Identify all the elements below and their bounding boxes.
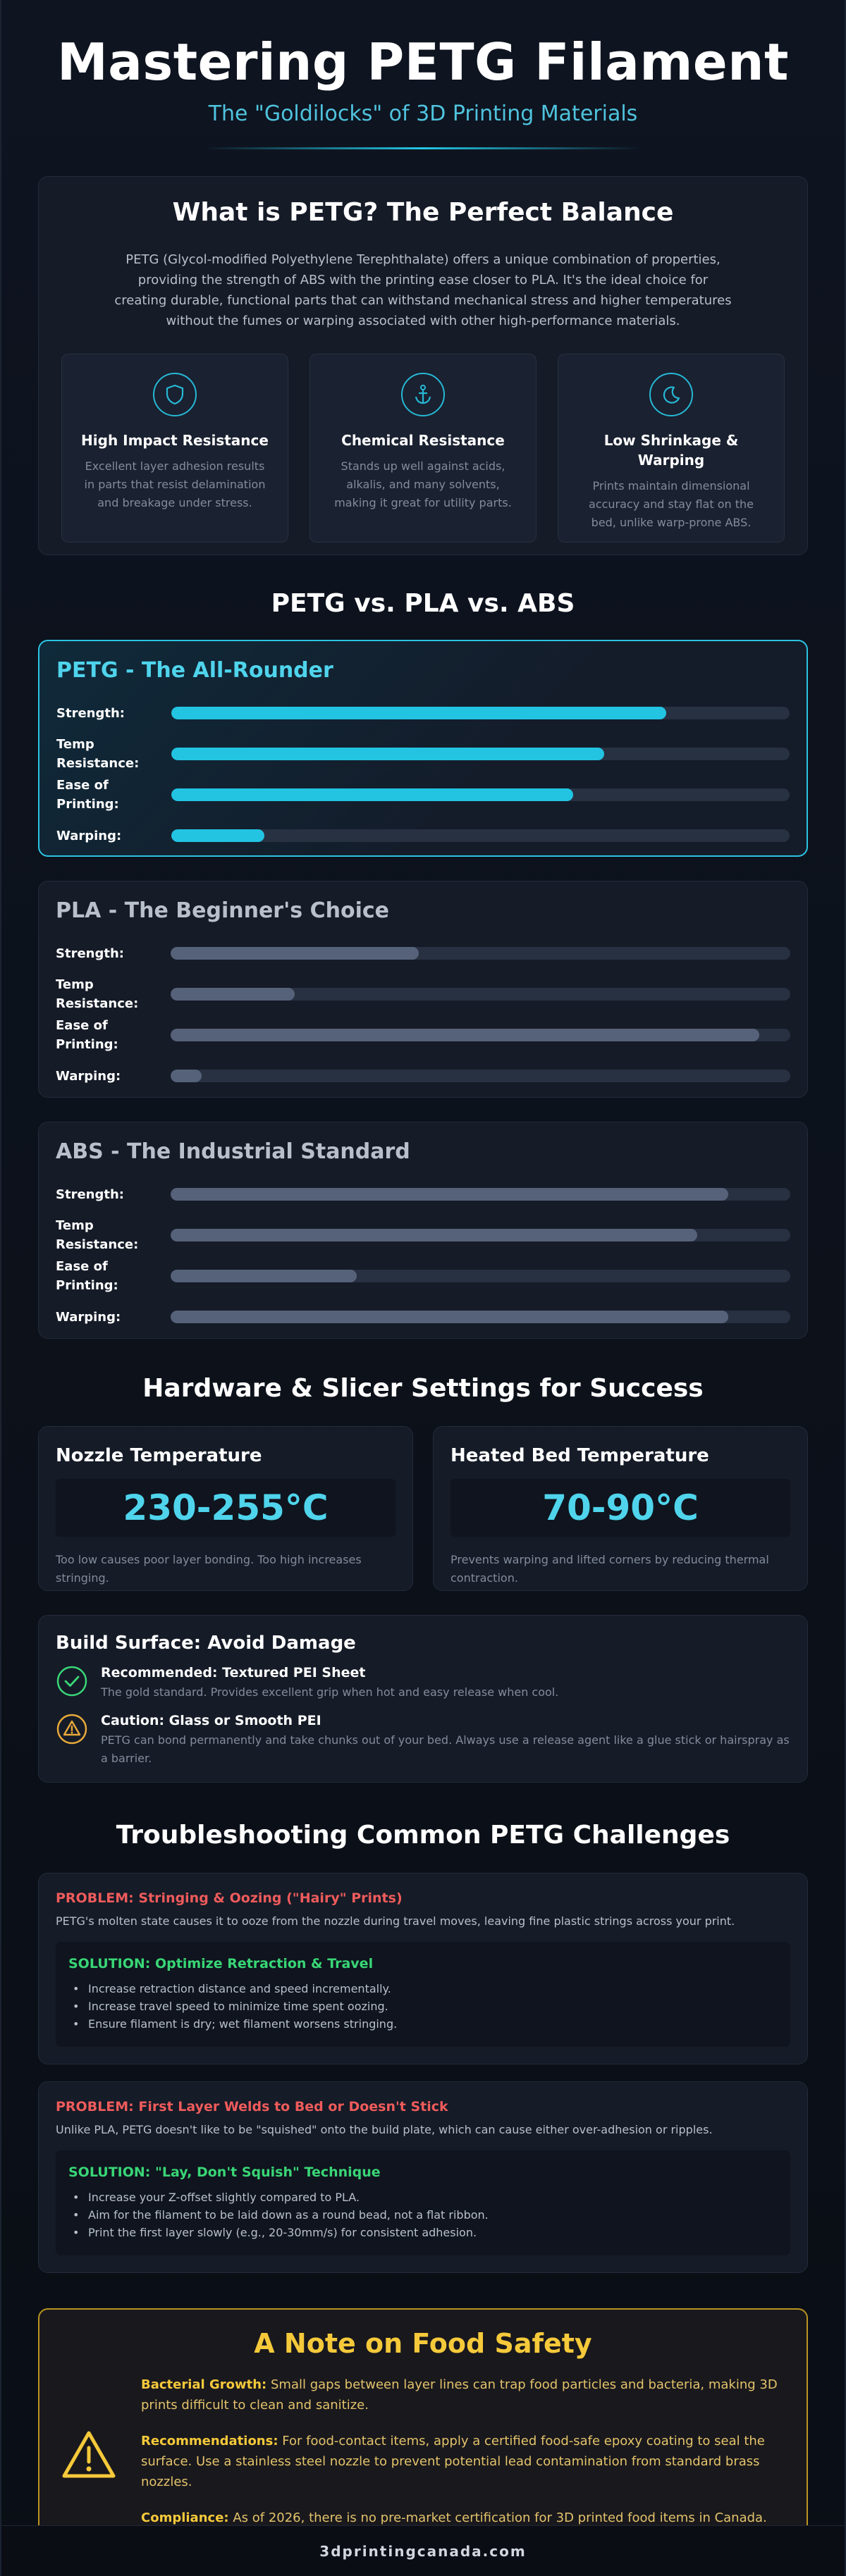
bar-track: [171, 1188, 790, 1201]
bar-track: [171, 988, 790, 1001]
footer-site-link[interactable]: 3dprintingcanada.com: [1, 2525, 845, 2576]
temp-value: 230-255°C: [56, 1479, 396, 1537]
bar-label: Ease of Printing:: [56, 1018, 118, 1052]
bar-row-strength: [56, 933, 790, 974]
section-heading-what: What is PETG? The Perfect Balance: [172, 198, 674, 227]
bar-label: Temp Resistance:: [56, 977, 139, 1011]
bar-fill: [171, 947, 419, 960]
bar-row-ease: [56, 1256, 790, 1296]
list-item: • Increase your Z-offset slightly compared to PLA.: [68, 2188, 778, 2206]
feature-title: High Impact Resistance: [81, 432, 269, 449]
material-name: PLA - The Beginner's Choice: [56, 898, 389, 923]
bar-fill: [171, 788, 573, 801]
bar-label: Warping:: [56, 1309, 121, 1325]
bar-fill: [171, 1229, 697, 1241]
surface-title: Recommended: Textured PEI Sheet: [101, 1665, 366, 1680]
bar-label: Strength:: [56, 1187, 124, 1202]
solution-box: [56, 1942, 790, 2047]
problem-title: PROBLEM: First Layer Welds to Bed or Doesn't Stick: [56, 2099, 448, 2114]
solution-title: SOLUTION: Optimize Retraction & Travel: [68, 1956, 374, 1971]
bar-row-temp: [56, 1215, 790, 1256]
problem-description: PETG's molten state causes it to ooze from the nozzle during travel moves, leaving fine plastic strings across your print.: [56, 1914, 735, 1928]
problem-description: Unlike PLA, PETG doesn't like to be "squished" onto the build plate, which can cause either over-adhesion or ripples.: [56, 2123, 713, 2136]
list-item: • Aim for the filament to be laid down as a round bead, not a flat ribbon.: [68, 2206, 778, 2224]
bar-track: [171, 1229, 790, 1241]
bar-track: [171, 1311, 790, 1323]
feature-title: Low Shrinkage & Warping: [603, 432, 739, 469]
bar-row-ease: [56, 1015, 790, 1055]
check-circle-icon: [56, 1665, 88, 1697]
bar-fill: [171, 1070, 202, 1082]
what-is-petg-panel: [38, 176, 808, 555]
list-item: • Increase travel speed to minimize time spent oozing.: [68, 1998, 778, 2015]
bar-row-temp: [56, 733, 790, 774]
anchor-icon: [401, 373, 445, 416]
bed-temp-card: [433, 1426, 808, 1591]
bar-fill: [171, 829, 264, 842]
solution-steps: [68, 2188, 778, 2241]
bar-fill: [171, 707, 666, 719]
bar-row-strength: [56, 1174, 790, 1215]
food-safety-item: [141, 2431, 778, 2492]
material-name: ABS - The Industrial Standard: [56, 1139, 410, 1164]
hero-header: [1, 0, 845, 176]
surface-recommended: [56, 1665, 790, 1702]
material-name: PETG - The All-Rounder: [56, 658, 333, 683]
warning-circle-icon: [56, 1713, 88, 1745]
section-heading-comparison: PETG vs. PLA vs. ABS: [271, 589, 575, 618]
bar-label: Temp Resistance:: [56, 1218, 139, 1252]
page-subtitle: The "Goldilocks" of 3D Printing Materials: [208, 101, 638, 126]
feature-title: Chemical Resistance: [341, 432, 505, 449]
bar-fill: [171, 1029, 759, 1041]
bar-label: Ease of Printing:: [56, 778, 119, 812]
list-item: • Ensure filament is dry; wet filament worsens stringing.: [68, 2015, 778, 2033]
bar-fill: [171, 988, 295, 1001]
bar-fill: [171, 1188, 728, 1201]
temp-value: 70-90°C: [450, 1479, 790, 1537]
solution-box: [56, 2150, 790, 2255]
feature-text: Excellent layer adhesion results in parts that resist delamination and breakage under stress.: [84, 459, 266, 509]
bar-label: Warping:: [56, 1068, 121, 1084]
section-heading-troubleshooting: Troubleshooting Common PETG Challenges: [116, 1821, 730, 1850]
surface-text: The gold standard. Provides excellent grip when hot and easy release when cool.: [101, 1685, 559, 1699]
item-text: Small gaps between layer lines can trap food particles and bacteria, making 3D prints difficult to clean and sanitize.: [141, 2377, 778, 2413]
bar-track: [171, 829, 790, 842]
bar-row-warping: [56, 1296, 790, 1337]
bar-track: [171, 1070, 790, 1082]
bar-label: Warping:: [56, 828, 122, 843]
problem-card-first-layer: [38, 2081, 808, 2273]
material-card-abs: [38, 1122, 808, 1339]
section-heading-settings: Hardware & Slicer Settings for Success: [142, 1374, 704, 1403]
food-safety-item: [141, 2374, 778, 2415]
item-label: Bacterial Growth:: [141, 2377, 267, 2392]
card-note: Prevents warping and lifted corners by reducing thermal contraction.: [450, 1553, 769, 1585]
title-divider: [204, 147, 642, 149]
bar-row-ease: [56, 774, 790, 815]
item-label: Compliance:: [141, 2510, 229, 2525]
nozzle-temp-card: [38, 1426, 413, 1591]
list-item: • Increase retraction distance and speed incrementally.: [68, 1980, 778, 1998]
bar-track: [171, 1029, 790, 1041]
bar-label: Ease of Printing:: [56, 1259, 118, 1293]
bar-track: [171, 707, 790, 719]
bar-row-warping: [56, 815, 790, 856]
card-title: Heated Bed Temperature: [450, 1445, 709, 1466]
surface-caution: [56, 1713, 790, 1768]
card-title: Nozzle Temperature: [56, 1445, 262, 1466]
bar-row-strength: [56, 693, 790, 733]
bar-row-warping: [56, 1055, 790, 1096]
bar-label: Strength:: [56, 705, 125, 721]
bar-track: [171, 1270, 790, 1282]
problem-title: PROBLEM: Stringing & Oozing ("Hairy" Prints): [56, 1890, 403, 1906]
material-card-pla: [38, 881, 808, 1098]
item-text: As of 2026, there is no pre-market certification for 3D printed food items in Canada.: [233, 2510, 767, 2525]
bar-fill: [171, 748, 604, 760]
surface-title: Caution: Glass or Smooth PEI: [101, 1713, 321, 1728]
feature-text: Prints maintain dimensional accuracy and stay flat on the bed, unlike warp-prone ABS.: [589, 479, 754, 529]
bar-row-temp: [56, 974, 790, 1015]
feature-card-shrinkage: [558, 354, 785, 543]
feature-card-chemical: [309, 354, 537, 543]
item-text: For food-contact items, apply a certified food-safe epoxy coating to seal the surface. Use a stainless steel nozzle to prevent potential lead contamination from standard brass nozzles.: [141, 2434, 765, 2489]
item-label: Recommendations:: [141, 2434, 278, 2448]
bar-label: Temp Resistance:: [56, 737, 140, 771]
bar-track: [171, 788, 790, 801]
problem-card-stringing: [38, 1873, 808, 2064]
page-title: Mastering PETG Filament: [57, 32, 789, 92]
warning-triangle-icon: [61, 2429, 117, 2483]
bar-track: [171, 947, 790, 960]
feature-text: Stands up well against acids, alkalis, and many solvents, making it great for utility parts.: [334, 459, 512, 509]
bar-track: [171, 748, 790, 760]
bar-fill: [171, 1311, 728, 1323]
shield-icon: [153, 373, 197, 416]
material-card-petg: [38, 640, 808, 857]
surface-text: PETG can bond permanently and take chunks out of your bed. Always use a release agent like a glue stick or hairspray as a barrier.: [101, 1733, 790, 1765]
intro-text: PETG (Glycol-modified Polyethylene Terephthalate) offers a unique combination of properties, providing the strength of ABS with the printing ease closer to PLA. It's the ideal choice for creating durable, functional parts that can withstand mechanical stress and higher temperatures without the fumes or warping associated with other high-performance materials.: [114, 252, 732, 328]
list-item: • Print the first layer slowly (e.g., 20-30mm/s) for consistent adhesion.: [68, 2224, 778, 2241]
solution-steps: [68, 1980, 778, 2033]
food-safety-heading: A Note on Food Safety: [254, 2328, 592, 2359]
bar-label: Strength:: [56, 946, 124, 961]
card-note: Too low causes poor layer bonding. Too high increases stringing.: [56, 1553, 362, 1585]
bar-fill: [171, 1270, 357, 1282]
feature-cards: [61, 354, 785, 543]
card-title: Build Surface: Avoid Damage: [56, 1633, 356, 1654]
solution-title: SOLUTION: "Lay, Don't Squish" Technique: [68, 2165, 381, 2180]
build-surface-card: [38, 1615, 808, 1783]
temperature-cards: [38, 1426, 808, 1591]
feature-card-impact: [61, 354, 288, 543]
moon-icon: [649, 373, 693, 416]
